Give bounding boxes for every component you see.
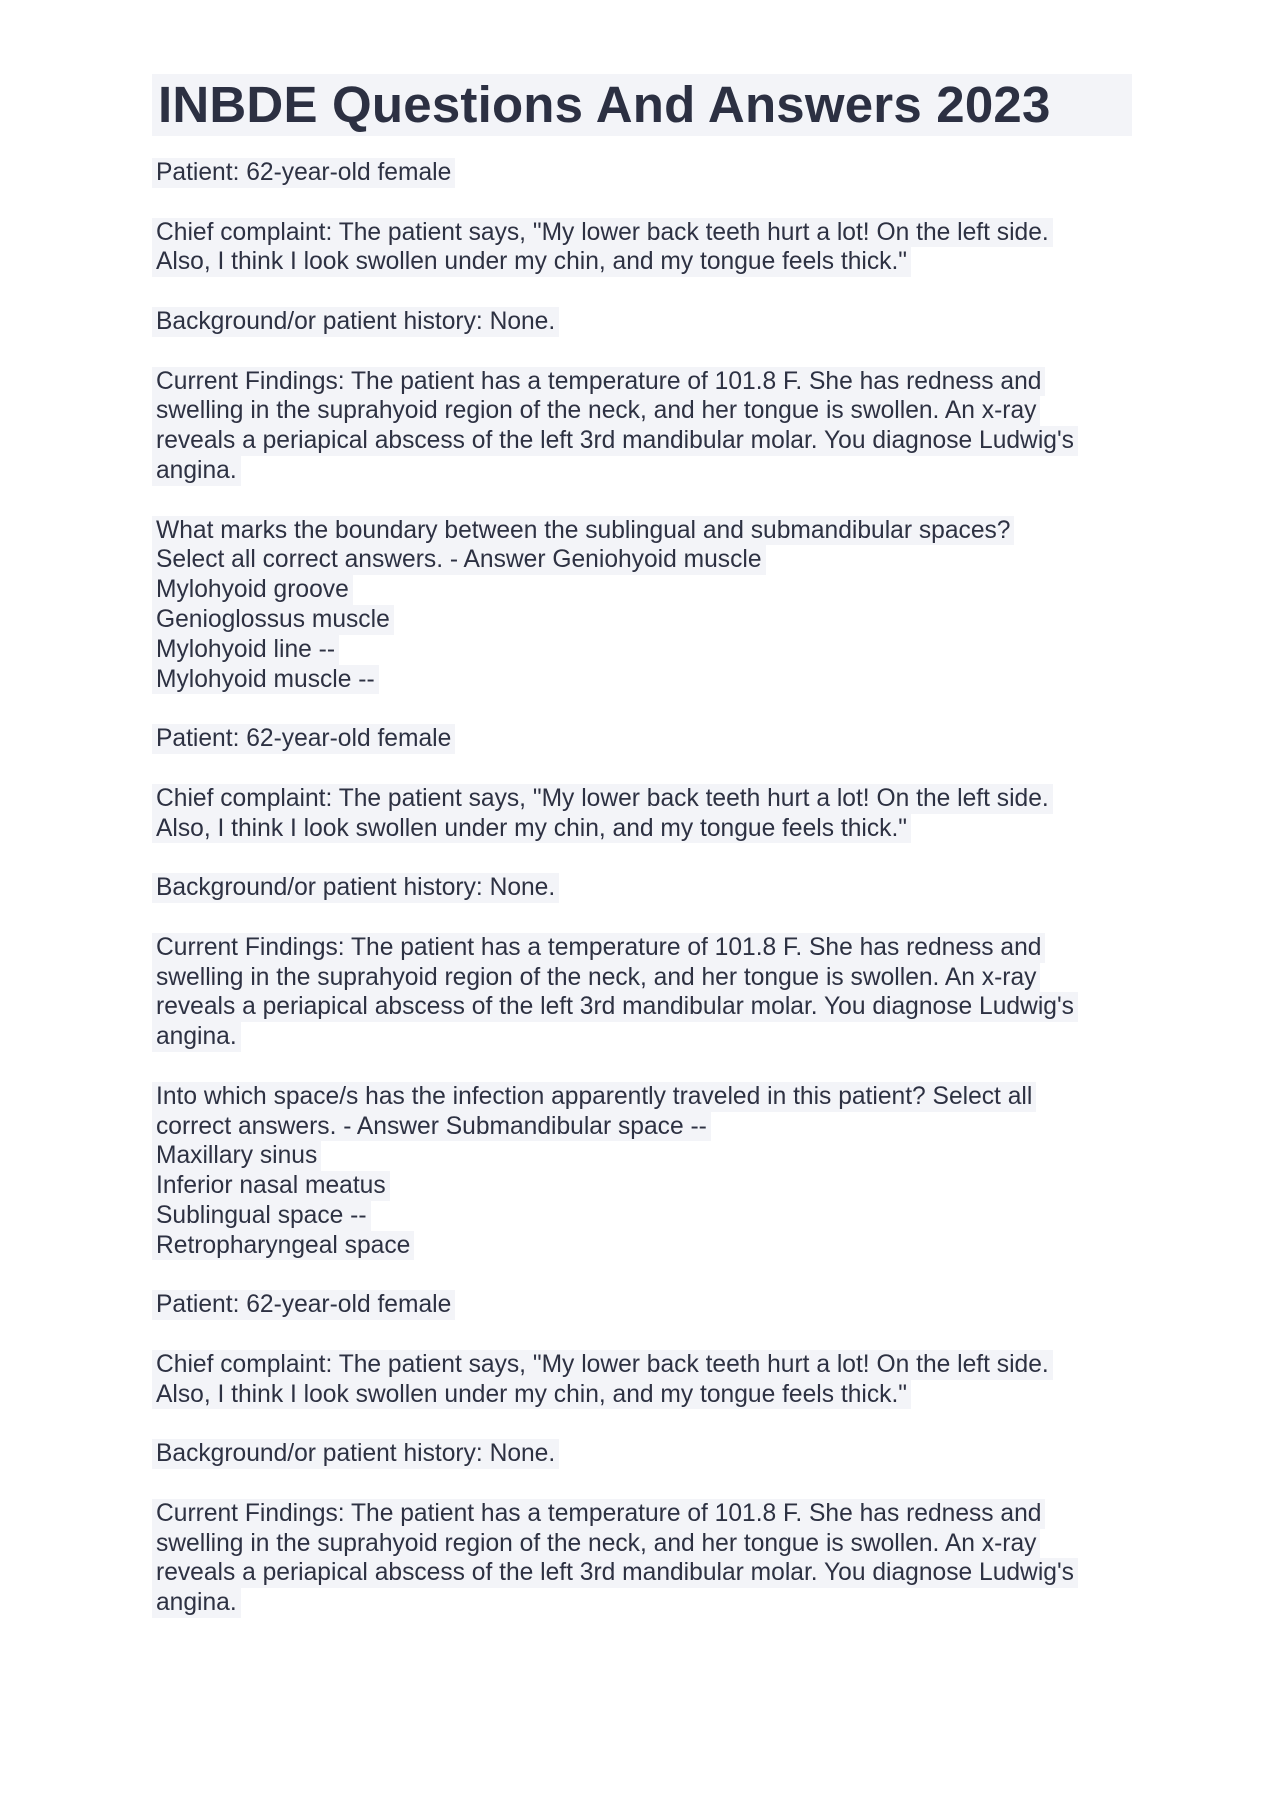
text-line: Select all correct answers. - Answer Geniohyoid muscle [152,545,766,575]
document-page [152,74,1132,1648]
text-line: Background/or patient history: None. [152,873,559,903]
text-line: Maxillary sinus [152,1141,321,1171]
paragraph [152,1350,1132,1410]
text-line: reveals a periapical abscess of the left 3rd mandibular molar. You diagnose Ludwig's [152,426,1078,456]
text-line: Also, I think I look swollen under my chin, and my tongue feels thick." [152,247,911,277]
text-line: Patient: 62-year-old female [152,724,455,754]
text-line: angina. [152,1022,241,1052]
text-line: Mylohyoid muscle -- [152,665,379,695]
paragraph [152,1290,1132,1320]
text-line: Into which space/s has the infection apparently traveled in this patient? Select all [152,1082,1036,1112]
paragraph [152,933,1132,1052]
text-line: Background/or patient history: None. [152,307,559,337]
paragraph [152,516,1132,695]
paragraph [152,367,1132,486]
text-line: Patient: 62-year-old female [152,1290,455,1320]
document-title: INBDE Questions And Answers 2023 [152,74,1132,136]
text-line: Mylohyoid line -- [152,635,339,665]
text-line: Also, I think I look swollen under my chin, and my tongue feels thick." [152,1380,911,1410]
paragraph [152,307,1132,337]
paragraph [152,1439,1132,1469]
text-line: What marks the boundary between the sublingual and submandibular spaces? [152,516,1014,546]
text-line: Chief complaint: The patient says, "My lower back teeth hurt a lot! On the left side. [152,1350,1053,1380]
text-line: Background/or patient history: None. [152,1439,559,1469]
text-line: Current Findings: The patient has a temperature of 101.8 F. She has redness and [152,933,1045,963]
text-line: swelling in the suprahyoid region of the neck, and her tongue is swollen. An x-ray [152,396,1040,426]
text-line: swelling in the suprahyoid region of the neck, and her tongue is swollen. An x-ray [152,1529,1040,1559]
text-line: Chief complaint: The patient says, "My lower back teeth hurt a lot! On the left side. [152,784,1053,814]
text-line: Retropharyngeal space [152,1231,414,1261]
text-line: angina. [152,456,241,486]
text-line: swelling in the suprahyoid region of the neck, and her tongue is swollen. An x-ray [152,963,1040,993]
text-line: reveals a periapical abscess of the left 3rd mandibular molar. You diagnose Ludwig's [152,1558,1078,1588]
text-line: Also, I think I look swollen under my chin, and my tongue feels thick." [152,814,911,844]
text-line: correct answers. - Answer Submandibular space -- [152,1112,711,1142]
text-line: angina. [152,1588,241,1618]
paragraph [152,158,1132,188]
text-line: Chief complaint: The patient says, "My lower back teeth hurt a lot! On the left side. [152,218,1053,248]
paragraph [152,218,1132,278]
text-line: Sublingual space -- [152,1201,371,1231]
text-line: Mylohyoid groove [152,575,353,605]
text-line: Patient: 62-year-old female [152,158,455,188]
text-line: Current Findings: The patient has a temperature of 101.8 F. She has redness and [152,367,1045,397]
paragraph [152,1499,1132,1618]
paragraph [152,1082,1132,1261]
paragraph [152,784,1132,844]
text-line: reveals a periapical abscess of the left 3rd mandibular molar. You diagnose Ludwig's [152,992,1078,1022]
paragraph [152,873,1132,903]
document-body [152,158,1132,1618]
text-line: Inferior nasal meatus [152,1171,390,1201]
paragraph [152,724,1132,754]
text-line: Current Findings: The patient has a temperature of 101.8 F. She has redness and [152,1499,1045,1529]
text-line: Genioglossus muscle [152,605,394,635]
